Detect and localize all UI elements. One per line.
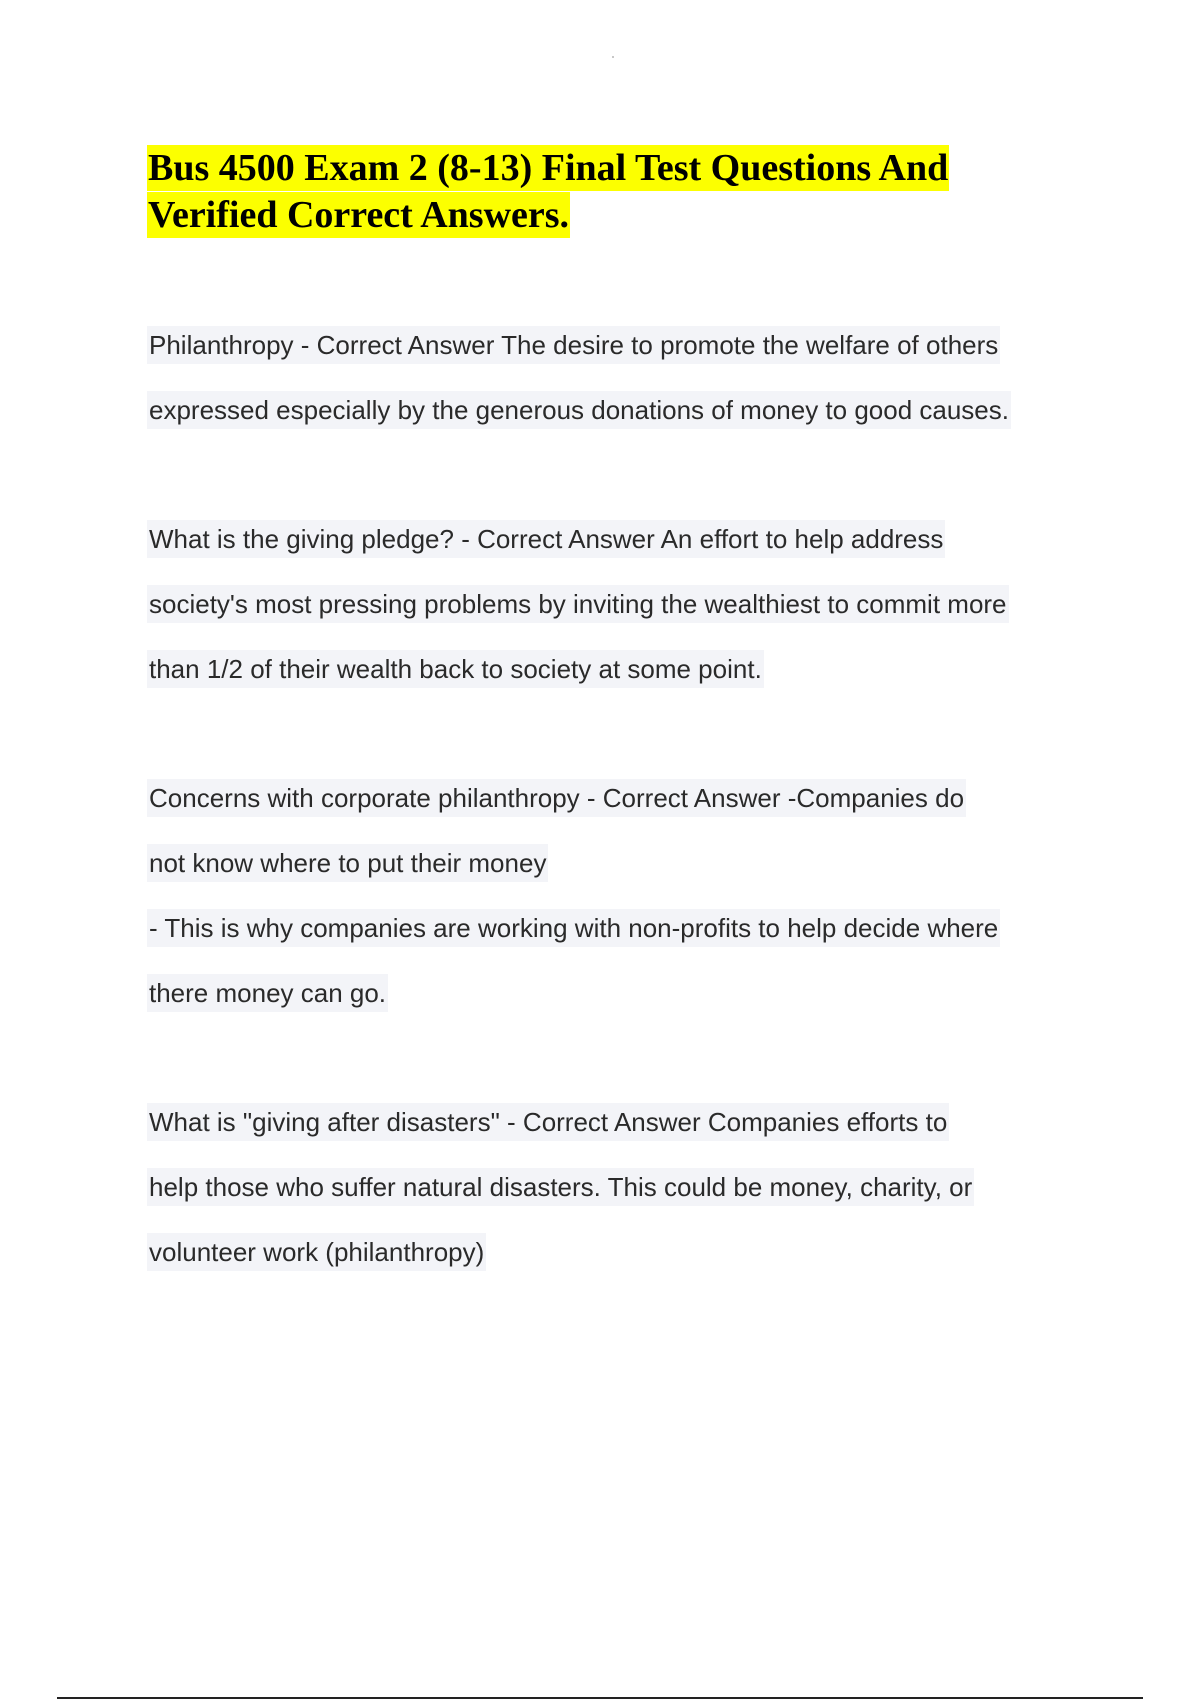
qa-entry-philanthropy	[147, 313, 1087, 443]
qa-line: What is "giving after disasters" - Correct Answer Companies efforts to	[147, 1090, 1087, 1155]
qa-line: volunteer work (philanthropy)	[147, 1220, 1087, 1285]
page-title	[147, 145, 1047, 239]
qa-entry-giving-after-disasters	[147, 1090, 1087, 1285]
qa-line: society's most pressing problems by inviting the wealthiest to commit more	[147, 572, 1087, 637]
qa-line: not know where to put their money	[147, 831, 1087, 896]
qa-line: expressed especially by the generous donations of money to good causes.	[147, 378, 1087, 443]
title-line-2: Verified Correct Answers.	[148, 194, 570, 236]
qa-line: Concerns with corporate philanthropy - Correct Answer -Companies do	[147, 766, 1087, 831]
qa-line: - This is why companies are working with non-profits to help decide where	[147, 896, 1087, 961]
page-mark	[612, 56, 614, 58]
title-line-1: Bus 4500 Exam 2 (8-13) Final Test Questions And	[148, 147, 949, 189]
qa-line: there money can go.	[147, 961, 1087, 1026]
qa-line: than 1/2 of their wealth back to society at some point.	[147, 637, 1087, 702]
qa-entry-giving-pledge	[147, 507, 1087, 702]
qa-line: Philanthropy - Correct Answer The desire to promote the welfare of others	[147, 313, 1087, 378]
qa-entry-corporate-philanthropy	[147, 766, 1087, 1026]
qa-line: What is the giving pledge? - Correct Answer An effort to help address	[147, 507, 1087, 572]
footer-divider	[57, 1697, 1143, 1699]
qa-line: help those who suffer natural disasters. This could be money, charity, or	[147, 1155, 1087, 1220]
